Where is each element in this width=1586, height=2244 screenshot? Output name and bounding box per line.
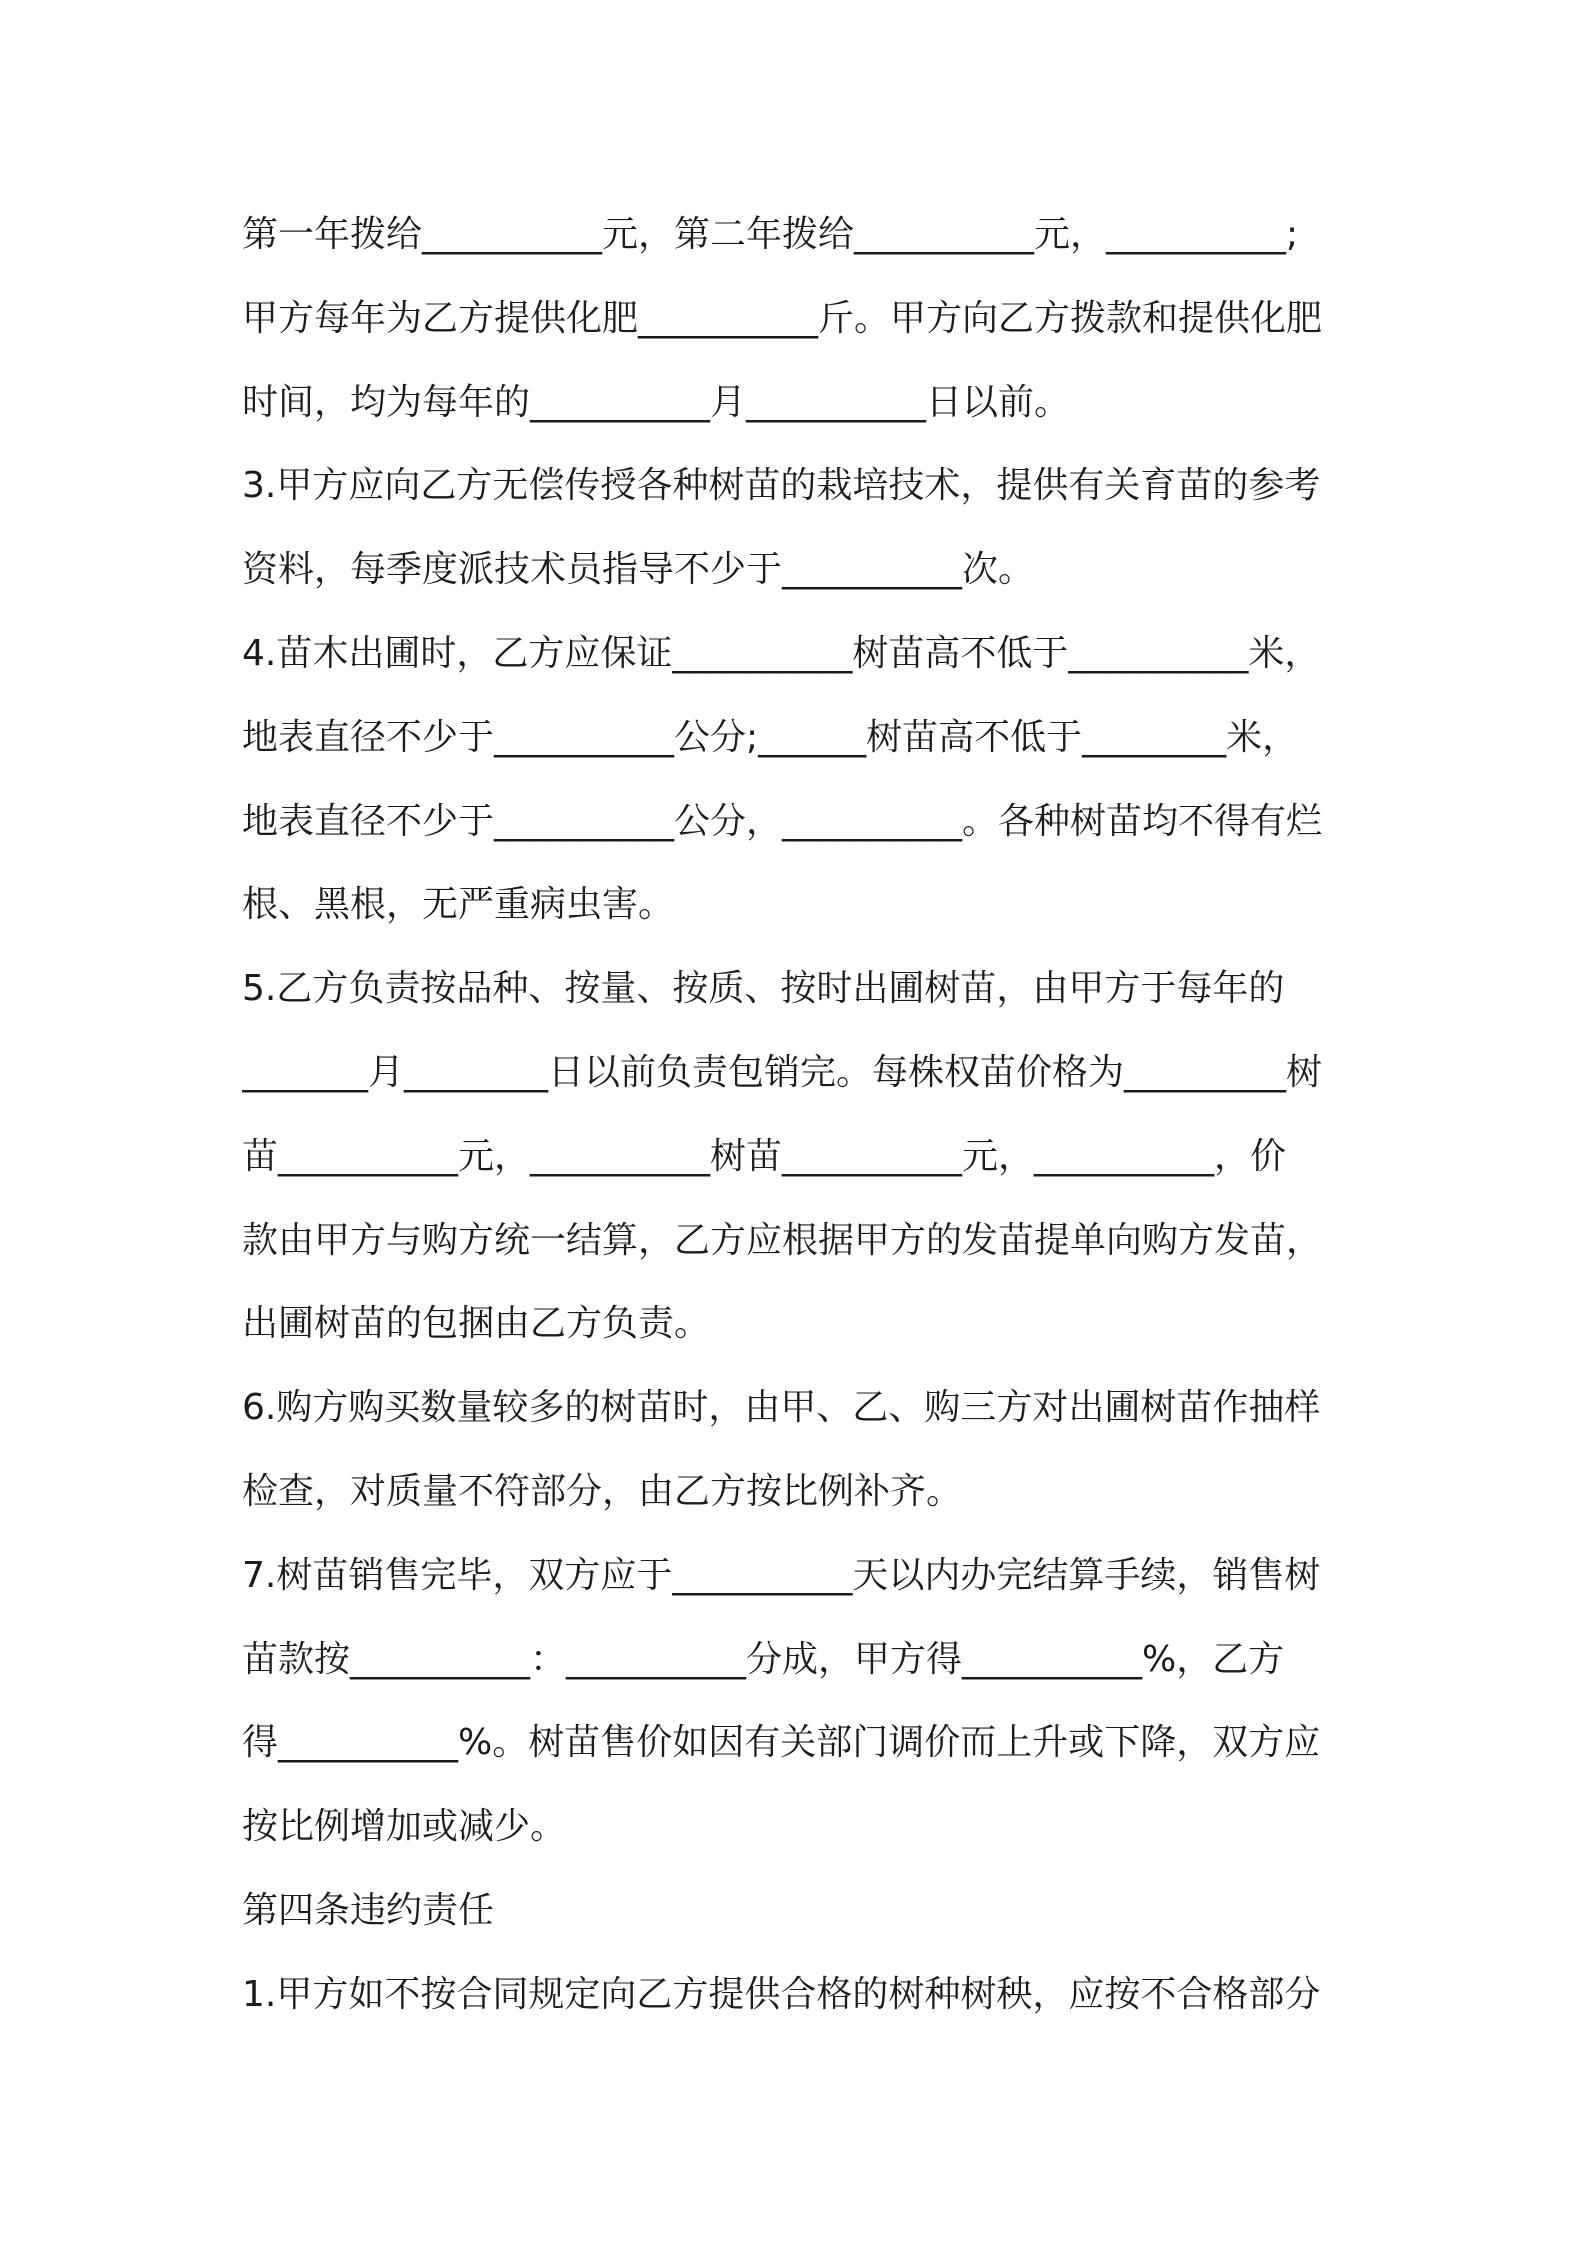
document-line: 3.甲方应向乙方无偿传授各种树苗的栽培技术，提供有关育苗的参考	[242, 465, 1321, 507]
document-line: 地表直径不少于__________公分;______树苗高不低于________米，	[242, 716, 1299, 758]
document-line: 苗__________元，__________树苗__________元，__________，价	[242, 1135, 1286, 1177]
section-heading	[242, 1869, 1367, 1953]
document-line: _______月________日以前负责包销完。每株权苗价格为_________树	[242, 1051, 1323, 1093]
document-line: 资料，每季度派技术员指导不少于__________次。	[242, 549, 1035, 591]
clause-6	[242, 1366, 1367, 1534]
document-line: 地表直径不少于__________公分，__________。各种树苗均不得有烂	[242, 800, 1323, 842]
section-title: 第四条违约责任	[242, 1889, 495, 1931]
document-line: 6.购方购买数量较多的树苗时，由甲、乙、购三方对出圃树苗作抽样	[242, 1387, 1321, 1429]
document-line: 检查，对质量不符部分，由乙方按比例补齐。	[242, 1470, 963, 1512]
document-line: 按比例增加或减少。	[242, 1806, 567, 1848]
clause-7	[242, 1534, 1367, 1869]
document-line: 得__________%。树苗售价如因有关部门调价而上升或下降，双方应	[242, 1722, 1321, 1764]
clause-4	[242, 612, 1367, 947]
document-line: 第一年拨给__________元，第二年拨给__________元，__________;	[242, 214, 1299, 255]
document-line: 时间，均为每年的__________月__________日以前。	[242, 381, 1071, 423]
document-line: 苗款按__________：__________分成，甲方得__________%，乙方	[242, 1638, 1285, 1680]
document-line: 款由甲方与购方统一结算，乙方应根据甲方的发苗提单向购方发苗，	[242, 1219, 1323, 1261]
document-line: 甲方每年为乙方提供化肥__________斤。甲方向乙方拨款和提供化肥	[242, 297, 1323, 339]
document-line: 出圃树苗的包捆由乙方负责。	[242, 1303, 711, 1345]
clause-5	[242, 947, 1367, 1366]
document-line: 根、黑根，无严重病虫害。	[242, 884, 675, 926]
document-line: 5.乙方负责按品种、按量、按质、按时出圃树苗，由甲方于每年的	[242, 968, 1285, 1010]
document-line: 1.甲方如不按合同规定向乙方提供合格的树种树秧，应按不合格部分	[242, 1973, 1321, 2015]
document-line: 7.树苗销售完毕，双方应于__________天以内办完结算手续，销售树	[242, 1554, 1321, 1596]
document-line: 4.苗木出圃时，乙方应保证__________树苗高不低于__________米，	[242, 632, 1321, 674]
paragraph-funding	[242, 193, 1367, 444]
clause-3	[242, 444, 1367, 612]
breach-clause-1	[242, 1953, 1367, 2037]
document-body	[242, 193, 1367, 2037]
